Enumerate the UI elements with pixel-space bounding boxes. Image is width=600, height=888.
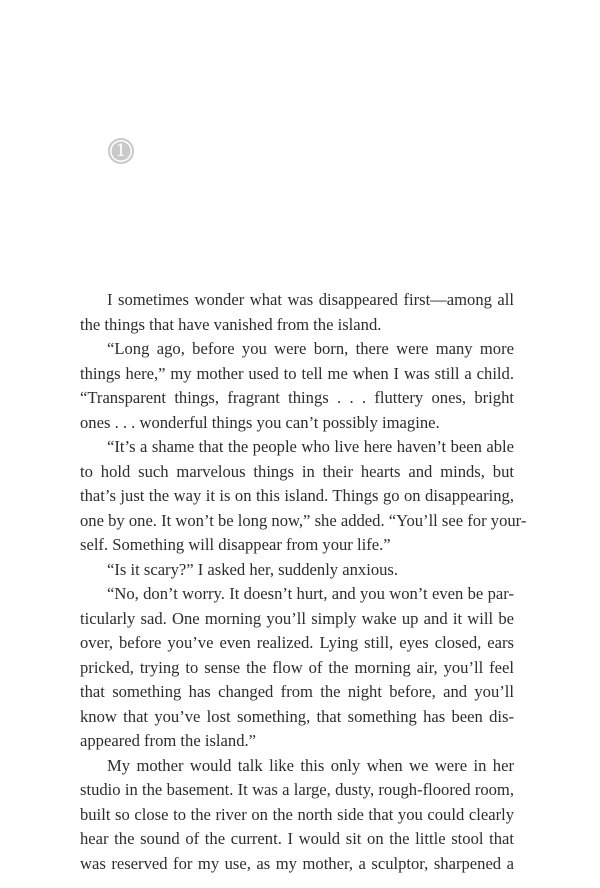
text-line: that something has changed from the night before, and you’ll [80, 682, 514, 701]
text-line: built so close to the river on the north side that you could clearly [80, 804, 514, 824]
text-line: to hold such marvelous things in their hearts and minds, but [80, 461, 514, 481]
text-line: self. Something will disappear from your life.” [80, 535, 391, 554]
text-line: things here,” my mother used to tell me when I was still a child. [80, 363, 514, 383]
text-line: ticularly sad. One morning you’ll simply wake up and it will be [80, 608, 514, 628]
text-line: over, before you’ve even realized. Lying still, eyes closed, ears [80, 633, 514, 652]
text-line: pricked, trying to sense the flow of the morning air, you’ll feel [80, 657, 514, 677]
text-line: I sometimes wonder what was disappeared first—among all [107, 290, 514, 309]
text-line: “Is it scary?” I asked her, suddenly anxious. [107, 559, 399, 579]
text-line: “Long ago, before you were born, there were many more [107, 339, 514, 358]
text-line: that’s just the way it is on this island. Things go on disappearing, [80, 486, 514, 505]
text-line: studio in the basement. It was a large, dusty, rough-floored room, [80, 780, 514, 799]
text-line: know that you’ve lost something, that something has been dis- [80, 706, 514, 726]
text-line: “It’s a shame that the people who live here haven’t been able [107, 437, 514, 456]
text-line: “Transparent things, fragrant things . . . fluttery ones, bright [80, 388, 514, 407]
text-line: hear the sound of the current. I would sit on the little stool that [80, 829, 514, 848]
body-text [80, 288, 527, 876]
text-line: My mother would talk like this only when we were in her [107, 755, 514, 775]
chapter-number: 1 [115, 141, 127, 161]
text-line: the things that have vanished from the island. [80, 314, 382, 334]
text-line: ones . . . wonderful things you can’t possibly imagine. [80, 412, 440, 432]
chapter-number-badge [108, 138, 134, 164]
text-line: “No, don’t worry. It doesn’t hurt, and you won’t even be par- [107, 584, 514, 603]
text-line: was reserved for my use, as my mother, a sculptor, sharpened a [80, 853, 514, 873]
text-line: one by one. It won’t be long now,” she added. “You’ll see for your- [80, 510, 527, 530]
text-line: appeared from the island.” [80, 731, 257, 750]
